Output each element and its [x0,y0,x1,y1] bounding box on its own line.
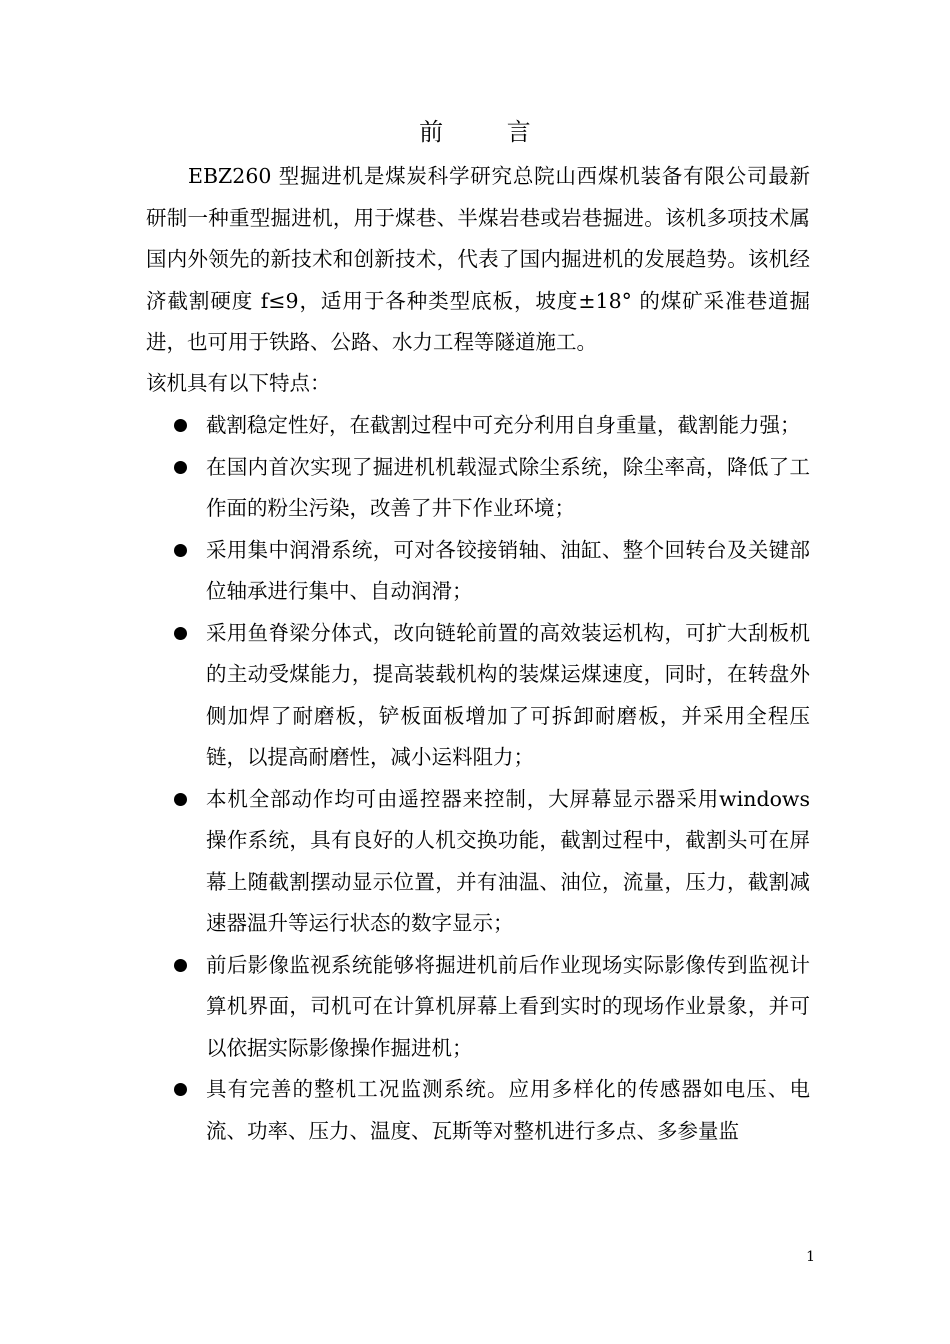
bullet-icon [174,959,187,972]
bullet-icon [174,793,187,806]
bullet-icon [174,627,187,640]
feature-text: 本机全部动作均可由遥控器来控制，大屏幕显示器采用windows 操作系统，具有良好的人机交换功能，截割过程中，截割头可在屏幕上随截割摆动显示位置，并有油温、油位，流量，压力，截割减速器温升等运行状态的数字显示； [206,786,810,935]
feature-item [146,447,810,530]
bullet-icon [174,544,187,557]
page-number: 1 [806,1249,815,1265]
feature-item [146,945,810,1070]
features-lead: 该机具有以下特点： [146,371,331,395]
intro-paragraph: EBZ260 型掘进机是煤炭科学研究总院山西煤机装备有限公司最新研制一种重型掘进机，用于煤巷、半煤岩巷或岩巷掘进。该机多项技术属国内外领先的新技术和创新技术，代表了国内掘进机的发展趋势。该机经济截割硬度 f≤9，适用于各种类型底板，坡度±18° 的煤矿采准巷道掘进，也可用于铁路、公路、水力工程等隧道施工。 [146,164,810,354]
feature-text: 采用集中润滑系统，可对各铰接销轴、油缸、整个回转台及关键部位轴承进行集中、自动润滑； [206,537,810,603]
feature-text: 截割稳定性好，在截割过程中可充分利用自身重量，截割能力强； [206,413,801,437]
feature-text: 采用鱼脊梁分体式，改向链轮前置的高效装运机构，可扩大刮板机的主动受煤能力，提高装载机构的装煤运煤速度，同时，在转盘外侧加焊了耐磨板，铲板面板增加了可拆卸耐磨板，并采用全程压链，以提高耐磨性，减小运料阻力； [206,620,810,769]
feature-item [146,613,810,779]
feature-text: 在国内首次实现了掘进机机载湿式除尘系统，除尘率高，降低了工作面的粉尘污染，改善了井下作业环境； [206,454,810,520]
feature-text: 前后影像监视系统能够将掘进机前后作业现场实际影像传到监视计算机界面，司机可在计算机屏幕上看到实时的现场作业景象，并可以依据实际影像操作掘进机； [206,952,810,1060]
feature-item [146,530,810,613]
page-title: 前 言 [419,118,559,146]
feature-item [146,405,810,447]
feature-text: 具有完善的整机工况监测系统。应用多样化的传感器如电压、电流、功率、压力、温度、瓦斯等对整机进行多点、多参量监 [206,1077,810,1143]
feature-item [146,779,810,945]
bullet-icon [174,1083,187,1096]
bullet-icon [174,461,187,474]
feature-item [146,1069,810,1152]
feature-list [146,405,810,1152]
bullet-icon [174,419,187,432]
